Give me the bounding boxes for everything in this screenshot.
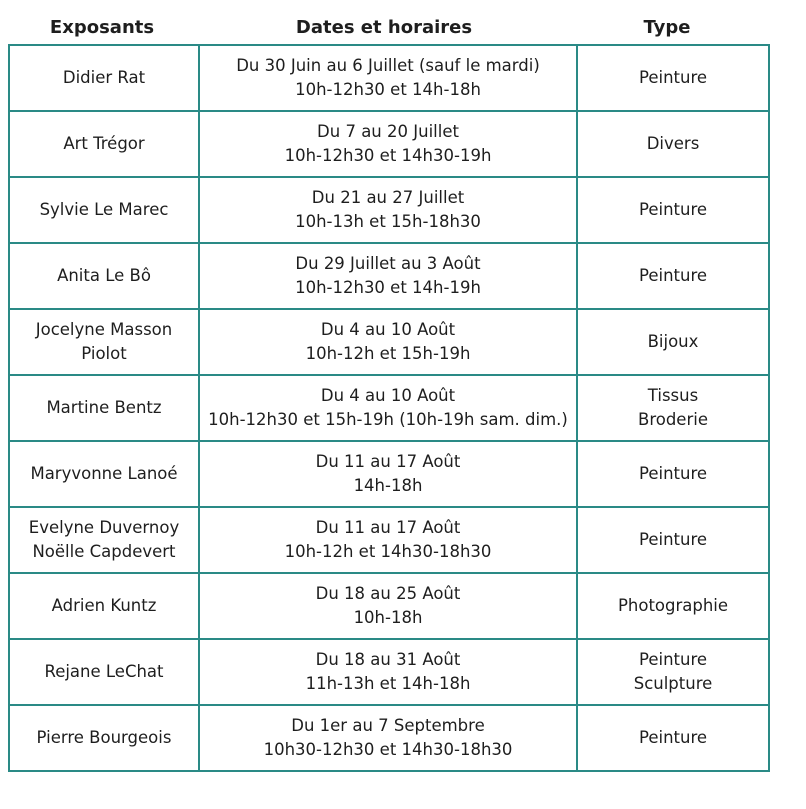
exhibitor-name: Didier Rat: [9, 45, 199, 111]
dates-hours: Du 11 au 17 Août 10h-12h et 14h30-18h30: [199, 507, 577, 573]
exhibitor-name: Sylvie Le Marec: [9, 177, 199, 243]
exhibitor-name: Jocelyne Masson Piolot: [9, 309, 199, 375]
dates-hours: Du 29 Juillet au 3 Août 10h-12h30 et 14h-19h: [199, 243, 577, 309]
exhibitor-name: Martine Bentz: [9, 375, 199, 441]
dates-hours: Du 4 au 10 Août 10h-12h30 et 15h-19h (10h-19h sam. dim.): [199, 375, 577, 441]
header-type: Type: [643, 16, 691, 38]
exhibitor-name: Pierre Bourgeois: [9, 705, 199, 771]
exhibit-type: Peinture: [577, 177, 769, 243]
header-exposants: Exposants: [49, 16, 155, 38]
header-dates: Dates et horaires: [295, 16, 473, 38]
dates-hours: Du 1er au 7 Septembre 10h30-12h30 et 14h30-18h30: [199, 705, 577, 771]
table-row: [9, 507, 769, 573]
exhibit-type: Peinture: [577, 507, 769, 573]
exhibitor-name: Evelyne Duvernoy Noëlle Capdevert: [9, 507, 199, 573]
table-row: [9, 309, 769, 375]
table-row: [9, 705, 769, 771]
exhibit-type: Peinture: [577, 705, 769, 771]
table-row: [9, 243, 769, 309]
exhibit-type: Tissus Broderie: [577, 375, 769, 441]
dates-hours: Du 21 au 27 Juillet 10h-13h et 15h-18h30: [199, 177, 577, 243]
table-row: [9, 639, 769, 705]
exhibit-type: Peinture: [577, 45, 769, 111]
dates-hours: Du 7 au 20 Juillet 10h-12h30 et 14h30-19h: [199, 111, 577, 177]
table-header: [8, 12, 762, 42]
exhibitor-name: Art Trégor: [9, 111, 199, 177]
table-row: [9, 45, 769, 111]
exhibit-type: Peinture Sculpture: [577, 639, 769, 705]
dates-hours: Du 11 au 17 Août 14h-18h: [199, 441, 577, 507]
table-row: [9, 111, 769, 177]
dates-hours: Du 18 au 31 Août 11h-13h et 14h-18h: [199, 639, 577, 705]
exhibitor-name: Rejane LeChat: [9, 639, 199, 705]
table-row: [9, 441, 769, 507]
table-row: [9, 177, 769, 243]
table-row: [9, 573, 769, 639]
exhibitor-name: Anita Le Bô: [9, 243, 199, 309]
table-row: [9, 375, 769, 441]
exhibit-type: Peinture: [577, 243, 769, 309]
schedule-table: [8, 44, 770, 772]
exhibitor-name: Adrien Kuntz: [9, 573, 199, 639]
exhibit-type: Divers: [577, 111, 769, 177]
exhibit-type: Peinture: [577, 441, 769, 507]
exhibit-type: Bijoux: [577, 309, 769, 375]
exhibit-type: Photographie: [577, 573, 769, 639]
dates-hours: Du 18 au 25 Août 10h-18h: [199, 573, 577, 639]
dates-hours: Du 30 Juin au 6 Juillet (sauf le mardi) 10h-12h30 et 14h-18h: [199, 45, 577, 111]
dates-hours: Du 4 au 10 Août 10h-12h et 15h-19h: [199, 309, 577, 375]
exhibitor-name: Maryvonne Lanoé: [9, 441, 199, 507]
